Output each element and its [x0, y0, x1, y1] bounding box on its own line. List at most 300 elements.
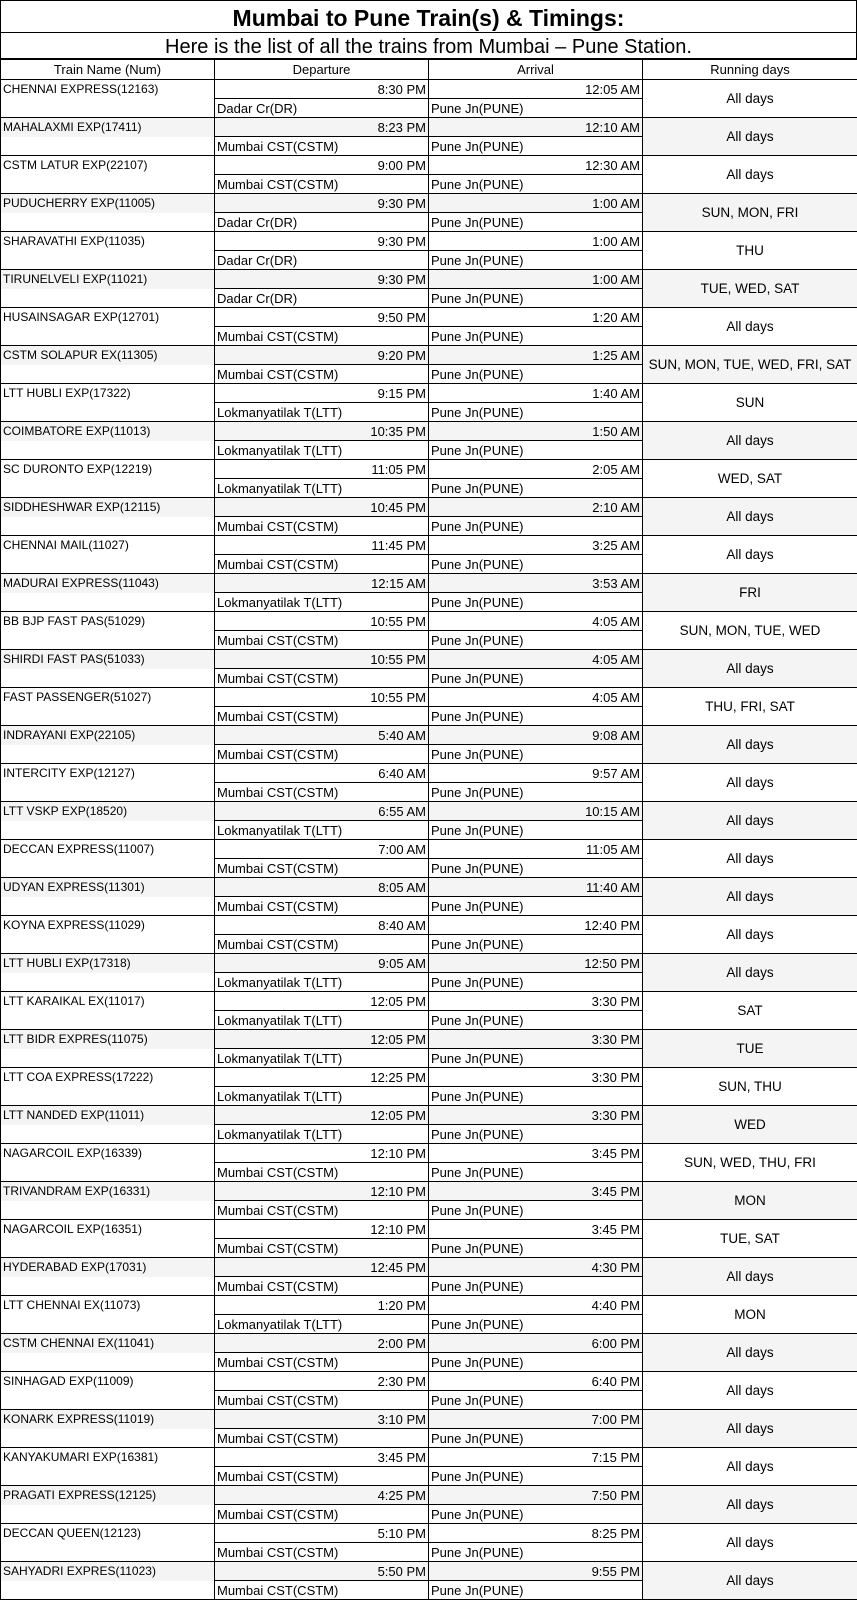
train-name-spacer	[1, 1125, 215, 1144]
arrival-station: Pune Jn(PUNE)	[429, 1277, 643, 1296]
arrival-time: 1:00 AM	[429, 194, 643, 213]
table-row	[1, 612, 857, 631]
train-name-spacer	[1, 707, 215, 726]
running-days: All days	[643, 840, 857, 878]
table-row	[1, 1068, 857, 1087]
departure-station: Mumbai CST(CSTM)	[215, 327, 429, 346]
departure-station: Mumbai CST(CSTM)	[215, 517, 429, 536]
train-name-spacer	[1, 669, 215, 688]
arrival-time: 3:25 AM	[429, 536, 643, 555]
running-days: MON	[643, 1296, 857, 1334]
running-days: TUE, WED, SAT	[643, 270, 857, 308]
table-row	[1, 80, 857, 99]
table-row	[1, 270, 857, 289]
train-name-spacer	[1, 517, 215, 536]
arrival-time: 1:40 AM	[429, 384, 643, 403]
arrival-station: Pune Jn(PUNE)	[429, 783, 643, 802]
departure-station: Mumbai CST(CSTM)	[215, 137, 429, 156]
table-row	[1, 802, 857, 821]
arrival-time: 4:05 AM	[429, 612, 643, 631]
departure-station: Lokmanyatilak T(LTT)	[215, 1315, 429, 1334]
departure-time: 6:55 AM	[215, 802, 429, 821]
departure-time: 4:25 PM	[215, 1486, 429, 1505]
running-days: THU, FRI, SAT	[643, 688, 857, 726]
table-row	[1, 574, 857, 593]
arrival-station: Pune Jn(PUNE)	[429, 1391, 643, 1410]
departure-station: Mumbai CST(CSTM)	[215, 935, 429, 954]
train-name-spacer	[1, 327, 215, 346]
arrival-station: Pune Jn(PUNE)	[429, 1315, 643, 1334]
table-row	[1, 1524, 857, 1543]
train-name: PUDUCHERRY EXP(11005)	[1, 194, 215, 213]
departure-station: Lokmanyatilak T(LTT)	[215, 403, 429, 422]
running-days: FRI	[643, 574, 857, 612]
running-days: SUN, MON, TUE, WED	[643, 612, 857, 650]
arrival-station: Pune Jn(PUNE)	[429, 327, 643, 346]
departure-time: 12:05 PM	[215, 1106, 429, 1125]
table-row	[1, 1106, 857, 1125]
arrival-station: Pune Jn(PUNE)	[429, 479, 643, 498]
running-days: SUN, MON, TUE, WED, FRI, SAT	[643, 346, 857, 384]
arrival-station: Pune Jn(PUNE)	[429, 403, 643, 422]
running-days: All days	[643, 80, 857, 118]
arrival-time: 3:45 PM	[429, 1144, 643, 1163]
page-subtitle: Here is the list of all the trains from Mumbai – Pune Station.	[0, 32, 857, 59]
departure-time: 6:40 AM	[215, 764, 429, 783]
arrival-time: 4:40 PM	[429, 1296, 643, 1315]
running-days: All days	[643, 1372, 857, 1410]
departure-station: Mumbai CST(CSTM)	[215, 707, 429, 726]
arrival-time: 2:10 AM	[429, 498, 643, 517]
train-name-spacer	[1, 593, 215, 612]
train-name: BB BJP FAST PAS(51029)	[1, 612, 215, 631]
departure-station: Lokmanyatilak T(LTT)	[215, 441, 429, 460]
arrival-station: Pune Jn(PUNE)	[429, 517, 643, 536]
arrival-station: Pune Jn(PUNE)	[429, 1429, 643, 1448]
departure-station: Dadar Cr(DR)	[215, 251, 429, 270]
departure-station: Mumbai CST(CSTM)	[215, 859, 429, 878]
arrival-time: 1:00 AM	[429, 270, 643, 289]
train-name: CSTM LATUR EXP(22107)	[1, 156, 215, 175]
train-name-spacer	[1, 1011, 215, 1030]
header-departure: Departure	[215, 60, 429, 80]
departure-station: Mumbai CST(CSTM)	[215, 1353, 429, 1372]
departure-time: 9:30 PM	[215, 270, 429, 289]
running-days: WED	[643, 1106, 857, 1144]
running-days: All days	[643, 878, 857, 916]
train-name-spacer	[1, 1049, 215, 1068]
departure-time: 5:10 PM	[215, 1524, 429, 1543]
arrival-time: 1:50 AM	[429, 422, 643, 441]
departure-station: Lokmanyatilak T(LTT)	[215, 1011, 429, 1030]
departure-time: 12:10 PM	[215, 1182, 429, 1201]
table-row	[1, 536, 857, 555]
train-name-spacer	[1, 1505, 215, 1524]
running-days: TUE, SAT	[643, 1220, 857, 1258]
train-name-spacer	[1, 859, 215, 878]
arrival-station: Pune Jn(PUNE)	[429, 1353, 643, 1372]
train-name: LTT HUBLI EXP(17318)	[1, 954, 215, 973]
running-days: All days	[643, 1410, 857, 1448]
train-name-spacer	[1, 99, 215, 118]
running-days: All days	[643, 1334, 857, 1372]
arrival-station: Pune Jn(PUNE)	[429, 251, 643, 270]
departure-time: 2:00 PM	[215, 1334, 429, 1353]
table-row	[1, 650, 857, 669]
table-row	[1, 1372, 857, 1391]
train-name: TRIVANDRAM EXP(16331)	[1, 1182, 215, 1201]
running-days: All days	[643, 764, 857, 802]
departure-station: Lokmanyatilak T(LTT)	[215, 1125, 429, 1144]
departure-time: 9:05 AM	[215, 954, 429, 973]
departure-time: 12:05 PM	[215, 1030, 429, 1049]
arrival-time: 11:05 AM	[429, 840, 643, 859]
train-name-spacer	[1, 1277, 215, 1296]
arrival-time: 2:05 AM	[429, 460, 643, 479]
train-name: LTT VSKP EXP(18520)	[1, 802, 215, 821]
arrival-station: Pune Jn(PUNE)	[429, 669, 643, 688]
table-row	[1, 1562, 857, 1581]
departure-station: Dadar Cr(DR)	[215, 213, 429, 232]
departure-station: Lokmanyatilak T(LTT)	[215, 479, 429, 498]
arrival-time: 1:25 AM	[429, 346, 643, 365]
train-name: MADURAI EXPRESS(11043)	[1, 574, 215, 593]
running-days: WED, SAT	[643, 460, 857, 498]
train-name-spacer	[1, 365, 215, 384]
departure-time: 5:50 PM	[215, 1562, 429, 1581]
departure-station: Mumbai CST(CSTM)	[215, 555, 429, 574]
departure-station: Lokmanyatilak T(LTT)	[215, 1049, 429, 1068]
table-row	[1, 916, 857, 935]
train-name-spacer	[1, 1467, 215, 1486]
departure-time: 3:45 PM	[215, 1448, 429, 1467]
train-name-spacer	[1, 1429, 215, 1448]
train-name: UDYAN EXPRESS(11301)	[1, 878, 215, 897]
arrival-station: Pune Jn(PUNE)	[429, 897, 643, 916]
arrival-time: 12:40 PM	[429, 916, 643, 935]
train-name: KANYAKUMARI EXP(16381)	[1, 1448, 215, 1467]
running-days: All days	[643, 498, 857, 536]
train-name-spacer	[1, 137, 215, 156]
arrival-time: 9:55 PM	[429, 1562, 643, 1581]
train-name: SINHAGAD EXP(11009)	[1, 1372, 215, 1391]
departure-station: Lokmanyatilak T(LTT)	[215, 821, 429, 840]
arrival-time: 7:15 PM	[429, 1448, 643, 1467]
running-days: All days	[643, 1524, 857, 1562]
table-row	[1, 498, 857, 517]
arrival-station: Pune Jn(PUNE)	[429, 137, 643, 156]
departure-time: 10:55 PM	[215, 612, 429, 631]
train-name: DECCAN QUEEN(12123)	[1, 1524, 215, 1543]
arrival-time: 12:10 AM	[429, 118, 643, 137]
train-name: SHIRDI FAST PAS(51033)	[1, 650, 215, 669]
arrival-station: Pune Jn(PUNE)	[429, 745, 643, 764]
train-name: DECCAN EXPRESS(11007)	[1, 840, 215, 859]
table-row	[1, 878, 857, 897]
table-row	[1, 688, 857, 707]
arrival-time: 7:50 PM	[429, 1486, 643, 1505]
running-days: All days	[643, 536, 857, 574]
train-name: NAGARCOIL EXP(16351)	[1, 1220, 215, 1239]
departure-station: Dadar Cr(DR)	[215, 289, 429, 308]
train-name: SIDDHESHWAR EXP(12115)	[1, 498, 215, 517]
table-row	[1, 308, 857, 327]
departure-time: 10:35 PM	[215, 422, 429, 441]
departure-station: Mumbai CST(CSTM)	[215, 1201, 429, 1220]
departure-time: 9:30 PM	[215, 232, 429, 251]
running-days: SUN	[643, 384, 857, 422]
train-name: KOYNA EXPRESS(11029)	[1, 916, 215, 935]
arrival-time: 9:08 AM	[429, 726, 643, 745]
arrival-time: 4:05 AM	[429, 688, 643, 707]
arrival-station: Pune Jn(PUNE)	[429, 631, 643, 650]
arrival-station: Pune Jn(PUNE)	[429, 1011, 643, 1030]
train-name-spacer	[1, 441, 215, 460]
departure-time: 9:30 PM	[215, 194, 429, 213]
table-row	[1, 232, 857, 251]
train-table-body	[1, 80, 857, 1600]
train-name-spacer	[1, 479, 215, 498]
departure-time: 12:05 PM	[215, 992, 429, 1011]
departure-station: Mumbai CST(CSTM)	[215, 631, 429, 650]
running-days: All days	[643, 916, 857, 954]
train-name: INDRAYANI EXP(22105)	[1, 726, 215, 745]
departure-station: Mumbai CST(CSTM)	[215, 1391, 429, 1410]
departure-station: Mumbai CST(CSTM)	[215, 897, 429, 916]
arrival-time: 12:05 AM	[429, 80, 643, 99]
train-name: SAHYADRI EXPRES(11023)	[1, 1562, 215, 1581]
departure-time: 9:00 PM	[215, 156, 429, 175]
departure-time: 8:05 AM	[215, 878, 429, 897]
departure-time: 10:55 PM	[215, 650, 429, 669]
train-name-spacer	[1, 935, 215, 954]
running-days: All days	[643, 1486, 857, 1524]
running-days: SUN, MON, FRI	[643, 194, 857, 232]
arrival-time: 8:25 PM	[429, 1524, 643, 1543]
departure-station: Mumbai CST(CSTM)	[215, 745, 429, 764]
train-name-spacer	[1, 403, 215, 422]
arrival-station: Pune Jn(PUNE)	[429, 99, 643, 118]
running-days: All days	[643, 118, 857, 156]
table-header-row	[1, 60, 857, 80]
running-days: All days	[643, 954, 857, 992]
departure-time: 11:05 PM	[215, 460, 429, 479]
train-name: SC DURONTO EXP(12219)	[1, 460, 215, 479]
train-name: CHENNAI MAIL(11027)	[1, 536, 215, 555]
running-days: All days	[643, 802, 857, 840]
table-row	[1, 954, 857, 973]
departure-station: Mumbai CST(CSTM)	[215, 365, 429, 384]
arrival-time: 3:30 PM	[429, 1030, 643, 1049]
arrival-time: 1:00 AM	[429, 232, 643, 251]
train-name-spacer	[1, 1201, 215, 1220]
arrival-station: Pune Jn(PUNE)	[429, 289, 643, 308]
arrival-time: 6:40 PM	[429, 1372, 643, 1391]
table-row	[1, 1030, 857, 1049]
arrival-station: Pune Jn(PUNE)	[429, 365, 643, 384]
arrival-time: 9:57 AM	[429, 764, 643, 783]
table-row	[1, 726, 857, 745]
train-name-spacer	[1, 1353, 215, 1372]
departure-station: Mumbai CST(CSTM)	[215, 1505, 429, 1524]
departure-time: 8:40 AM	[215, 916, 429, 935]
table-row	[1, 156, 857, 175]
arrival-station: Pune Jn(PUNE)	[429, 1239, 643, 1258]
header-running-days: Running days	[643, 60, 857, 80]
table-row	[1, 992, 857, 1011]
arrival-time: 3:53 AM	[429, 574, 643, 593]
train-name: COIMBATORE EXP(11013)	[1, 422, 215, 441]
running-days: All days	[643, 1258, 857, 1296]
departure-time: 2:30 PM	[215, 1372, 429, 1391]
running-days: All days	[643, 1562, 857, 1600]
running-days: MON	[643, 1182, 857, 1220]
train-name-spacer	[1, 175, 215, 194]
train-name: CSTM CHENNAI EX(11041)	[1, 1334, 215, 1353]
train-name-spacer	[1, 1543, 215, 1562]
arrival-station: Pune Jn(PUNE)	[429, 821, 643, 840]
arrival-station: Pune Jn(PUNE)	[429, 935, 643, 954]
train-name-spacer	[1, 251, 215, 270]
arrival-time: 12:50 PM	[429, 954, 643, 973]
arrival-station: Pune Jn(PUNE)	[429, 1163, 643, 1182]
train-name: HUSAINSAGAR EXP(12701)	[1, 308, 215, 327]
table-row	[1, 422, 857, 441]
departure-time: 12:15 AM	[215, 574, 429, 593]
train-name: LTT HUBLI EXP(17322)	[1, 384, 215, 403]
departure-time: 12:25 PM	[215, 1068, 429, 1087]
arrival-station: Pune Jn(PUNE)	[429, 441, 643, 460]
departure-station: Lokmanyatilak T(LTT)	[215, 593, 429, 612]
train-name-spacer	[1, 821, 215, 840]
train-name: CSTM SOLAPUR EX(11305)	[1, 346, 215, 365]
departure-station: Lokmanyatilak T(LTT)	[215, 973, 429, 992]
running-days: SAT	[643, 992, 857, 1030]
header-arrival: Arrival	[429, 60, 643, 80]
table-row	[1, 1486, 857, 1505]
departure-time: 8:23 PM	[215, 118, 429, 137]
train-name: LTT COA EXPRESS(17222)	[1, 1068, 215, 1087]
train-name-spacer	[1, 631, 215, 650]
arrival-time: 1:20 AM	[429, 308, 643, 327]
table-row	[1, 384, 857, 403]
train-name: LTT CHENNAI EX(11073)	[1, 1296, 215, 1315]
table-row	[1, 118, 857, 137]
train-name-spacer	[1, 289, 215, 308]
running-days: TUE	[643, 1030, 857, 1068]
departure-time: 12:10 PM	[215, 1144, 429, 1163]
arrival-station: Pune Jn(PUNE)	[429, 1543, 643, 1562]
table-row	[1, 1410, 857, 1429]
train-name: LTT NANDED EXP(11011)	[1, 1106, 215, 1125]
arrival-time: 3:30 PM	[429, 992, 643, 1011]
train-name-spacer	[1, 213, 215, 232]
train-name: PRAGATI EXPRESS(12125)	[1, 1486, 215, 1505]
train-name-spacer	[1, 783, 215, 802]
train-name-spacer	[1, 1163, 215, 1182]
arrival-station: Pune Jn(PUNE)	[429, 1505, 643, 1524]
arrival-time: 7:00 PM	[429, 1410, 643, 1429]
running-days: All days	[643, 156, 857, 194]
arrival-time: 3:45 PM	[429, 1182, 643, 1201]
arrival-station: Pune Jn(PUNE)	[429, 859, 643, 878]
departure-time: 1:20 PM	[215, 1296, 429, 1315]
departure-time: 10:55 PM	[215, 688, 429, 707]
arrival-station: Pune Jn(PUNE)	[429, 593, 643, 612]
arrival-time: 4:30 PM	[429, 1258, 643, 1277]
running-days: SUN, THU	[643, 1068, 857, 1106]
departure-time: 8:30 PM	[215, 80, 429, 99]
departure-time: 12:10 PM	[215, 1220, 429, 1239]
arrival-station: Pune Jn(PUNE)	[429, 1201, 643, 1220]
arrival-time: 6:00 PM	[429, 1334, 643, 1353]
train-name: FAST PASSENGER(51027)	[1, 688, 215, 707]
train-name: KONARK EXPRESS(11019)	[1, 1410, 215, 1429]
train-name-spacer	[1, 1315, 215, 1334]
departure-time: 9:15 PM	[215, 384, 429, 403]
train-name: SHARAVATHI EXP(11035)	[1, 232, 215, 251]
train-name-spacer	[1, 897, 215, 916]
train-name-spacer	[1, 973, 215, 992]
departure-station: Mumbai CST(CSTM)	[215, 1581, 429, 1600]
arrival-station: Pune Jn(PUNE)	[429, 1049, 643, 1068]
departure-station: Mumbai CST(CSTM)	[215, 783, 429, 802]
arrival-time: 3:45 PM	[429, 1220, 643, 1239]
arrival-time: 12:30 AM	[429, 156, 643, 175]
departure-station: Mumbai CST(CSTM)	[215, 1429, 429, 1448]
train-name-spacer	[1, 555, 215, 574]
table-row	[1, 194, 857, 213]
table-row	[1, 1144, 857, 1163]
departure-station: Mumbai CST(CSTM)	[215, 1277, 429, 1296]
departure-time: 11:45 PM	[215, 536, 429, 555]
train-name: INTERCITY EXP(12127)	[1, 764, 215, 783]
departure-time: 3:10 PM	[215, 1410, 429, 1429]
train-name: MAHALAXMI EXP(17411)	[1, 118, 215, 137]
table-row	[1, 1258, 857, 1277]
arrival-station: Pune Jn(PUNE)	[429, 1125, 643, 1144]
running-days: All days	[643, 726, 857, 764]
train-name: NAGARCOIL EXP(16339)	[1, 1144, 215, 1163]
arrival-time: 3:30 PM	[429, 1106, 643, 1125]
departure-time: 9:20 PM	[215, 346, 429, 365]
running-days: All days	[643, 650, 857, 688]
train-name: TIRUNELVELI EXP(11021)	[1, 270, 215, 289]
arrival-station: Pune Jn(PUNE)	[429, 707, 643, 726]
departure-time: 9:50 PM	[215, 308, 429, 327]
table-row	[1, 460, 857, 479]
running-days: SUN, WED, THU, FRI	[643, 1144, 857, 1182]
departure-station: Mumbai CST(CSTM)	[215, 1239, 429, 1258]
arrival-time: 10:15 AM	[429, 802, 643, 821]
train-name: LTT BIDR EXPRES(11075)	[1, 1030, 215, 1049]
page-title: Mumbai to Pune Train(s) & Timings:	[0, 0, 857, 32]
table-row	[1, 1448, 857, 1467]
departure-station: Dadar Cr(DR)	[215, 99, 429, 118]
departure-time: 7:00 AM	[215, 840, 429, 859]
table-row	[1, 1182, 857, 1201]
arrival-time: 3:30 PM	[429, 1068, 643, 1087]
train-name: HYDERABAD EXP(17031)	[1, 1258, 215, 1277]
train-name: CHENNAI EXPRESS(12163)	[1, 80, 215, 99]
table-row	[1, 1220, 857, 1239]
departure-time: 10:45 PM	[215, 498, 429, 517]
arrival-station: Pune Jn(PUNE)	[429, 213, 643, 232]
arrival-station: Pune Jn(PUNE)	[429, 555, 643, 574]
arrival-station: Pune Jn(PUNE)	[429, 1581, 643, 1600]
train-name-spacer	[1, 1239, 215, 1258]
table-row	[1, 764, 857, 783]
